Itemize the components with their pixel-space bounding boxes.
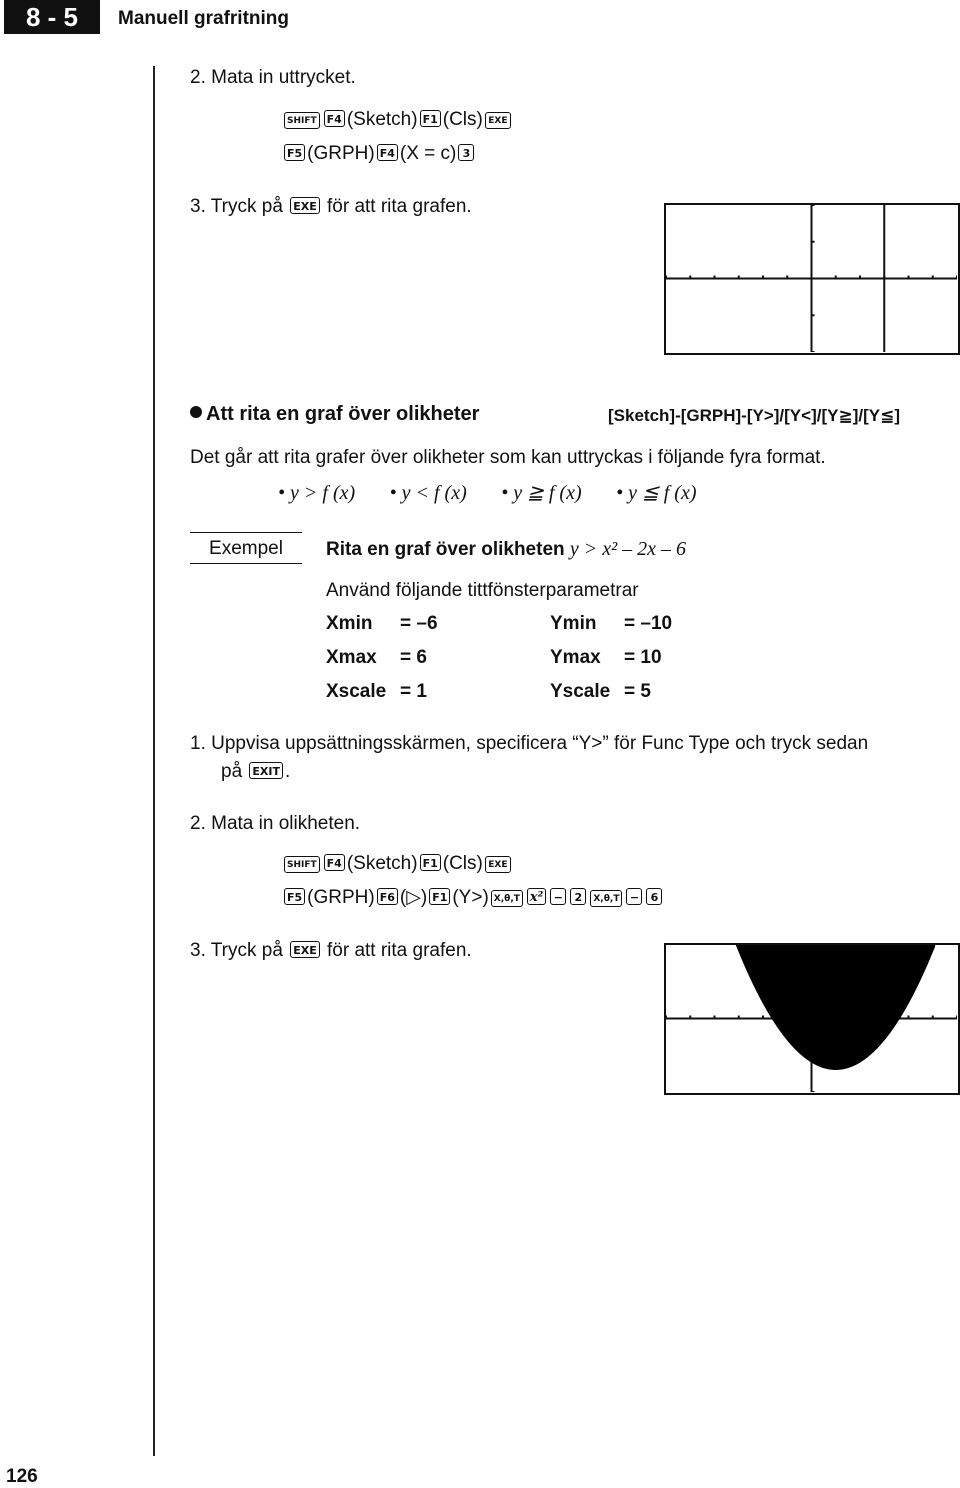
- calc-key: F5: [284, 144, 305, 161]
- margin-rule: [153, 66, 155, 1456]
- section-number: 8 - 5: [4, 0, 100, 34]
- step-3-label: [190, 195, 472, 219]
- example-description: Rita en graf över olikheten y > x² – 2x – 6: [326, 538, 687, 560]
- step-3-prefix: 3. Tryck på: [190, 940, 283, 961]
- calc-key: SHIFT: [284, 112, 320, 129]
- calc-key: −: [550, 888, 566, 905]
- calc-key: F1: [429, 888, 450, 905]
- format-list: [278, 480, 696, 505]
- calc-key: x²: [527, 888, 546, 905]
- calc-key: F1: [420, 110, 441, 127]
- section-heading: Att rita en graf över olikheter: [190, 402, 479, 426]
- key-caption: (GRPH): [307, 143, 375, 164]
- key-sequence-4: [282, 886, 664, 910]
- step-1-line-2: på EXIT .: [221, 761, 291, 782]
- calc-key: EXE: [485, 112, 511, 129]
- params-intro: Använd följande tittfönsterparametrar: [326, 580, 639, 601]
- intro-text: Det går att rita grafer över olikheter som kan uttryckas i följande fyra format.: [190, 447, 826, 468]
- calc-key: 6: [646, 888, 662, 905]
- calc-key: 2: [570, 888, 586, 905]
- calc-key: −: [626, 888, 642, 905]
- key-caption: (Sketch): [346, 109, 418, 130]
- key-caption: (Cls): [442, 109, 483, 130]
- calc-key: X,θ,T: [491, 890, 523, 907]
- calc-key: X,θ,T: [590, 890, 622, 907]
- graph-inequality: [666, 945, 957, 1092]
- exe-key: EXE: [290, 197, 320, 214]
- calc-key: EXE: [485, 856, 511, 873]
- param-row: Xmin = –6 Ymin = –10: [326, 613, 673, 634]
- param-row: Xmax = 6 Ymax = 10: [326, 647, 662, 668]
- key-sequence-3: [282, 852, 513, 876]
- menu-path: [Sketch]-[GRPH]-[Y>]/[Y<]/[Y≧]/[Y≦]: [608, 406, 900, 425]
- format-item: • y ≦ f (x): [616, 482, 697, 504]
- page-number: 126: [6, 1466, 38, 1487]
- step-2-label: 2. Mata in olikheten.: [190, 813, 361, 834]
- calculator-screen-1: [664, 203, 960, 355]
- example-inequality: y > x² – 2x – 6: [569, 538, 687, 560]
- key-sequence-2: [282, 142, 476, 166]
- key-caption: (X = c): [399, 143, 457, 164]
- shaded-region: [736, 945, 935, 1070]
- calc-key: SHIFT: [284, 856, 320, 873]
- calc-key: F4: [324, 854, 345, 871]
- key-caption: (GRPH): [307, 887, 375, 908]
- format-item: • y ≧ f (x): [501, 482, 582, 504]
- calc-key: F6: [377, 888, 398, 905]
- key-sequence-1: [282, 108, 513, 132]
- calc-key: F4: [377, 144, 398, 161]
- page-title: Manuell grafritning: [118, 8, 289, 29]
- step-3-suffix: för att rita grafen.: [327, 196, 472, 217]
- step-3-suffix: för att rita grafen.: [327, 940, 472, 961]
- step-1-line-1: 1. Uppvisa uppsättningsskärmen, specificera “Y>” för Func Type och tryck sedan: [190, 733, 869, 754]
- step-2-label: 2. Mata in uttrycket.: [190, 67, 356, 88]
- bullet-icon: [190, 406, 202, 418]
- key-caption: (Y>): [452, 887, 489, 908]
- exit-key: EXIT: [249, 762, 283, 779]
- calculator-screen-2: [664, 943, 960, 1095]
- param-row: Xscale = 1 Yscale = 5: [326, 681, 651, 702]
- step-3-label: [190, 939, 472, 963]
- format-item: • y < f (x): [389, 482, 467, 504]
- calc-key: F4: [324, 110, 345, 127]
- key-caption: (▷): [399, 887, 428, 908]
- key-caption: (Cls): [442, 853, 483, 874]
- exe-key: EXE: [290, 941, 320, 958]
- calc-key: 3: [458, 144, 474, 161]
- graph-vertical-line: [666, 205, 957, 352]
- calc-key: F1: [420, 854, 441, 871]
- format-item: • y > f (x): [278, 482, 356, 504]
- calc-key: F5: [284, 888, 305, 905]
- example-label: Exempel: [190, 532, 302, 564]
- step-3-prefix: 3. Tryck på: [190, 196, 283, 217]
- key-caption: (Sketch): [346, 853, 418, 874]
